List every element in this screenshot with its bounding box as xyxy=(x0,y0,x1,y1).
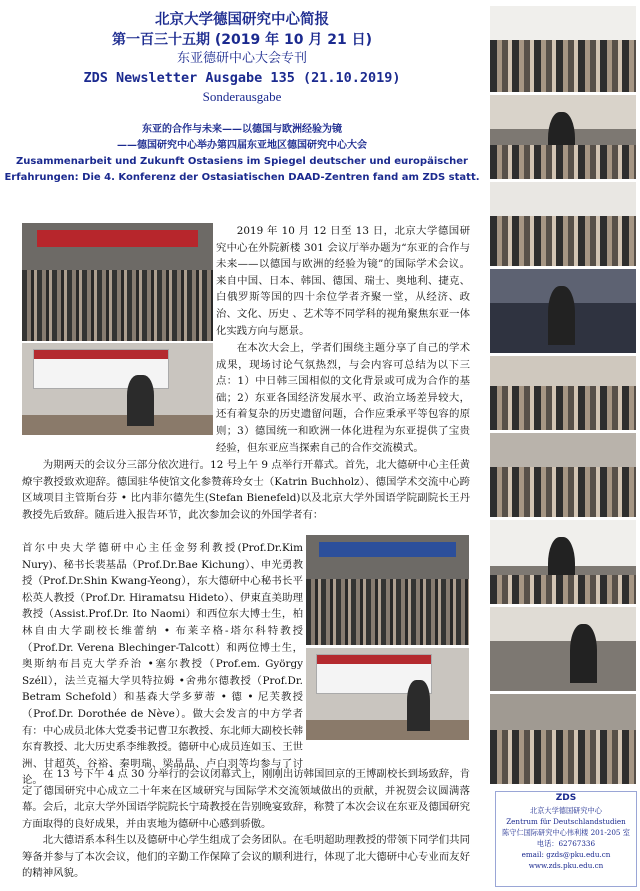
sidebar-photo xyxy=(490,356,636,430)
paragraph-1: 2019 年 10 月 12 日至 13 日，北京大学德国研究中心在外院新楼 301 会议厅举办题为“东亚的合作与未来——以德国与欧洲的经验为镜”的国际学术会议。来自中国、日本、韩国、德国、瑞士、奥地利、捷克、白俄罗斯等国的四十余位学者齐聚一堂，从经济、政治、文化、历史 、艺术等不同学科的视角聚焦东亚一体化实践方向与愿景。 xyxy=(216,225,470,337)
lecture-photo xyxy=(306,648,469,740)
issue-line-cn: 第一百三十五期 (2019 年 10 月 21 日) xyxy=(112,32,372,48)
paragraph-5: 北大德语系本科生以及德研中心学生组成了会务团队。在毛明超助理教授的带领下同学们共同筹备并参与了本次会议，他们的辛勤工作保障了会议的顺利进行，体现了北大德研中心专业而友好的精神风貌。 xyxy=(22,834,470,880)
sidebar-photo xyxy=(490,520,636,604)
opening-speech-photo xyxy=(22,343,213,435)
masthead xyxy=(0,0,484,106)
headline-cn-1: 东亚的合作与未来——以德国与欧洲经验为镜 xyxy=(142,124,342,135)
article-headline xyxy=(0,122,484,186)
issue-line-de: ZDS Newsletter Ausgabe 135 (21.10.2019) xyxy=(83,70,401,86)
paragraph-4: 在 13 号下午 4 点 30 分举行的会议闭幕式上，刚刚出访韩国回京的王博副校长到场致辞，肯定了德国研究中心成立二十年来在区域研究与国际学术交流领域做出的贡献，并祝贺会议圆满落幕。会后，北京大学外国语学院院长宁琦教授在告别晚宴致辞，称赞了本次会议在东亚及德国研究方面取得的良好成果，并由衷地为德研中心感到骄傲。 xyxy=(22,768,470,830)
sidebar-photo xyxy=(490,6,636,92)
contact-address: 陈守仁国际研究中心伟利楼 201-205 室 xyxy=(502,828,630,837)
sidebar-photo xyxy=(490,433,636,517)
sidebar-photo xyxy=(490,694,636,784)
photo-sidebar xyxy=(487,0,640,891)
paragraph-3a: 为期两天的会议分三部分依次进行。12 号上午 9 点举行开幕式。首先，北大德研中心主任黄燎宇教授致欢迎辞。德国驻华使馆文化参赞蒋玲女士（Katrin Buchholz）、德国学术交流中心跨区域项目主管斯台芬 • 比内菲尔德先生(Stefan Bienefeld)以及北京大学外国语学院副院长王丹教授先后致辞。随后进入报告环节，此次参加会议的外国学者有： xyxy=(22,459,470,521)
paragraph-3b: 首尔中央大学德研中心主任金努利教授(Prof.Dr.Kim Nury)、秘书长裴基晶（Prof.Dr.Bae Kichung）、申光勇教授（Prof.Dr.Shin Kwang-Yeong），东大德研中心秘书长平松英人教授（Prof.Dr. Hiramatsu Hideto）、伊東直美助理教授（Assist.Prof.Dr. Ito Naomi）和西位东大博士生，柏林自由大学副校长维蕾纳 • 布莱辛格-塔尔科特教授（Prof.Dr. Verena Blechinger-Talcott）和两位博士生，奥斯纳布吕克大学乔治 •塞尔教授（Prof.em. György Széll），法兰克福大学贝特拉姆 •舍弗尔德教授（Prof.Dr. Betram Schefold）和基森大学多萝蒂 • 德 • 尼芙教授（Prof.Dr. Dorothée de Nève）。做大会发言的中方学者有：中心成员北体大党委书记曹卫东教授、东北师大副校长韩东育教授、北大历史系李维教授。德研中心成员连如玉、王世洲、甘超英、谷裕、秦明瑞、梁晶晶、卢白羽等均参与了讨论。 xyxy=(22,542,303,787)
paragraph-2: 在本次大会上，学者们围绕主题分享了自己的学术成果，现场讨论气氛热烈，与会内容可总结为以下三点：1）中日韩三国相似的文化背景或可成为合作的基础；2）东亚各国经济发展水平、政治立场差异较大，还有着复杂的历史遗留问题，合作应秉承平等包容的原则；3）德国统一和欧洲一体化进程为东亚提供了宝贵经验，但东亚应当探索自己的合作交流模式。 xyxy=(216,342,470,454)
contact-website-link[interactable]: www.zds.pku.edu.cn xyxy=(528,861,604,870)
contact-de-name: Zentrum für Deutschlandstudien xyxy=(506,817,626,826)
group-photo xyxy=(22,223,213,341)
headline-de-2: Erfahrungen: Die 4. Konferenz der Ostasiatischen DAAD-Zentren fand am ZDS statt. xyxy=(4,172,480,183)
contact-box xyxy=(495,791,637,887)
contact-title: ZDS xyxy=(555,793,577,803)
conference-group-photo xyxy=(306,535,469,645)
sidebar-photo xyxy=(490,182,636,266)
special-issue-cn: 东亚德研中心大会专刊 xyxy=(176,51,307,66)
contact-cn-name: 北京大学德国研究中心 xyxy=(530,806,602,815)
sidebar-photo xyxy=(490,607,636,691)
headline-de-1: Zusammenarbeit und Zukunft Ostasiens im Spiegel deutscher und europäischer xyxy=(16,156,468,167)
special-issue-de: Sonderausgabe xyxy=(202,89,282,104)
contact-email-link[interactable]: email: gzds@pku.edu.cn xyxy=(521,850,611,859)
sidebar-photo xyxy=(490,95,636,179)
contact-phone: 电话：62767336 xyxy=(536,839,596,848)
masthead-title-cn: 北京大学德国研究中心简报 xyxy=(155,12,329,28)
sidebar-photo xyxy=(490,269,636,353)
headline-cn-2: ——德国研究中心举办第四届东亚地区德国研究中心大会 xyxy=(117,140,367,151)
